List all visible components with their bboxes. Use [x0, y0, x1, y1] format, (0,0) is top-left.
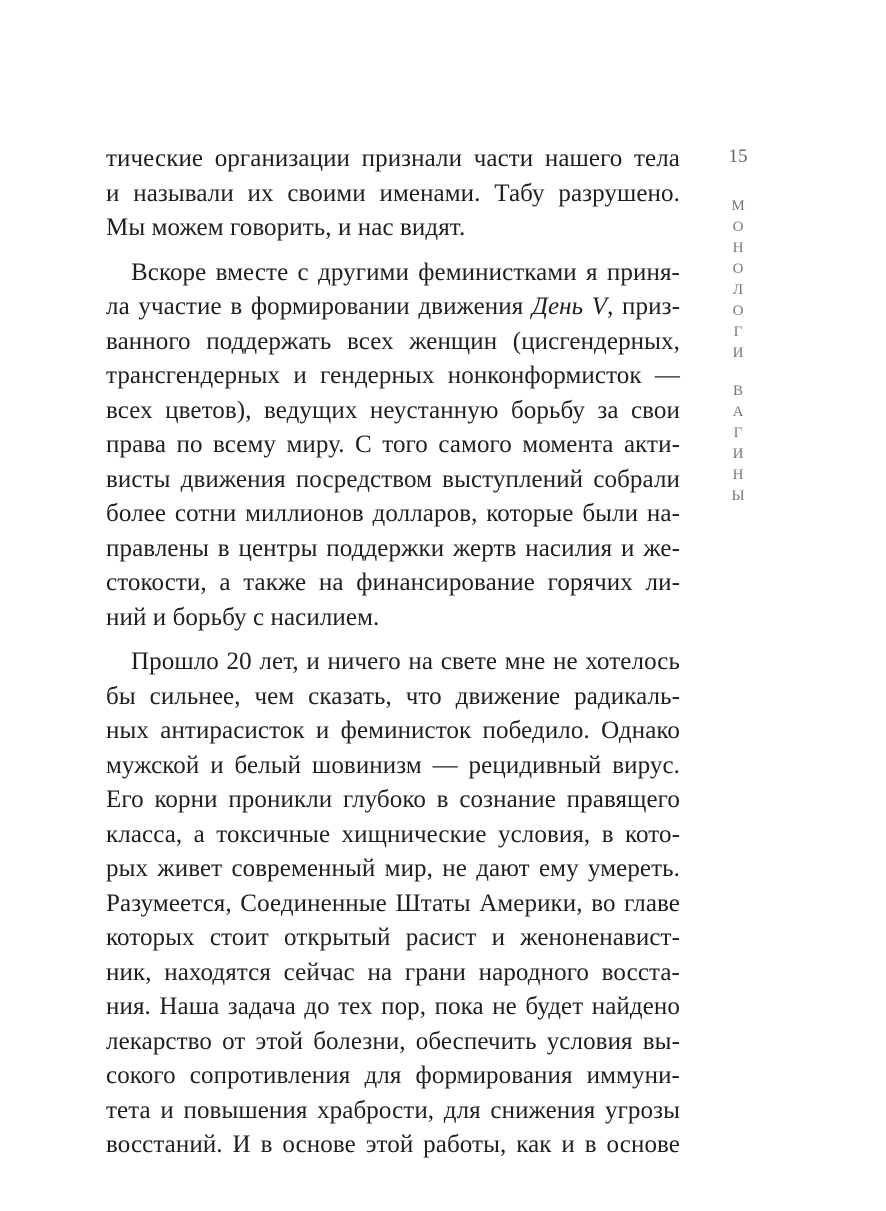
running-head-letter: О — [732, 219, 744, 235]
running-head-letter: И — [732, 345, 744, 361]
text-line: Прошло 20 лет, и ничего на свете мне не хотелось — [131, 648, 680, 675]
text-line: более сотни миллионов долларов, которые были на- — [106, 500, 680, 527]
text-line: класса, а токсичные хищнические условия, в кото- — [106, 820, 680, 848]
text-line: рых живет современный мир, не дают ему умереть. — [106, 855, 680, 882]
text-line: ния. Наша задача до тех пор, пока не будет найдено — [106, 993, 680, 1020]
text-line: ванного поддержать всех женщин (цисгендерных, — [106, 327, 680, 355]
movement-name-italic: День V — [531, 293, 608, 320]
running-head-letter: М — [731, 198, 745, 214]
text-line: ник, находятся сейчас на грани народного восста- — [106, 958, 680, 986]
text-line: стокости, а также на финансирование горячих ли- — [106, 569, 680, 596]
running-head-letter: Г — [733, 425, 743, 441]
text-line: и называли их своими именами. Табу разрушено. — [106, 179, 680, 207]
text-line — [106, 290, 680, 325]
running-head-letter: Н — [732, 240, 744, 256]
running-head-letter: А — [732, 404, 744, 420]
paragraph — [106, 256, 680, 636]
running-head-letter: Л — [732, 282, 744, 298]
text-line: правлены в центры поддержки жертв насилия и же- — [106, 534, 680, 562]
text-line: ний и борьбу с насилием. — [106, 603, 380, 631]
running-head — [728, 196, 748, 507]
text-line: трансгендерных и гендерных нонконформисток — — [106, 362, 680, 389]
running-head-letter: В — [732, 383, 743, 399]
text-line: Его корни проникли глубоко в сознание правящего — [106, 786, 680, 813]
text-line: висты движения посредством выступлений собрали — [106, 465, 680, 493]
running-head-letter: И — [732, 446, 744, 462]
text-run: ла участие в формировании движения — [106, 293, 532, 320]
running-head-letter: О — [732, 261, 744, 277]
running-head-word-gap — [728, 364, 748, 381]
text-line: Разумеется, Соединенные Штаты Америки, во главе — [106, 889, 680, 917]
text-line: Вскоре вместе с другими феминистками я приня- — [131, 258, 680, 286]
running-head-letter: О — [732, 303, 744, 319]
text-line: лекарство от этой болезни, обеспечить условия вы- — [106, 1027, 680, 1055]
page-number: 15 — [728, 146, 748, 167]
text-line: тета и повышения храбрости, для снижения угрозы — [106, 1096, 680, 1124]
running-head-letter: Г — [733, 324, 743, 340]
text-line: тические организации признали части нашего тела — [106, 145, 680, 172]
text-line: бы сильнее, чем сказать, что движение радикаль- — [106, 682, 680, 710]
paragraph — [106, 645, 680, 1163]
text-line: восстаний. И в основе этой работы, как и в основе — [106, 1131, 680, 1158]
running-head-letter: Ы — [731, 488, 745, 504]
paragraph-spacing — [106, 246, 680, 256]
running-head-letter: Н — [732, 467, 744, 483]
text-line: Мы можем говорить, и нас видят. — [106, 214, 466, 241]
paragraph-spacing — [106, 635, 680, 645]
text-line: ных антирасисток и феминисток победило. Однако — [106, 717, 680, 744]
text-line: всех цветов), ведущих неустанную борьбу за свои — [106, 396, 680, 424]
paragraph — [106, 142, 680, 246]
text-line: сокого сопротивления для формирования иммуни- — [106, 1062, 680, 1089]
text-run: , приз- — [607, 293, 680, 320]
text-line: права по всему миру. С того самого момента акти- — [106, 431, 680, 458]
body-text — [106, 142, 680, 1163]
text-line: которых стоит открытый расист и женоненавист- — [106, 924, 680, 951]
text-line: мужской и белый шовинизм — рецидивный вирус. — [106, 751, 680, 779]
